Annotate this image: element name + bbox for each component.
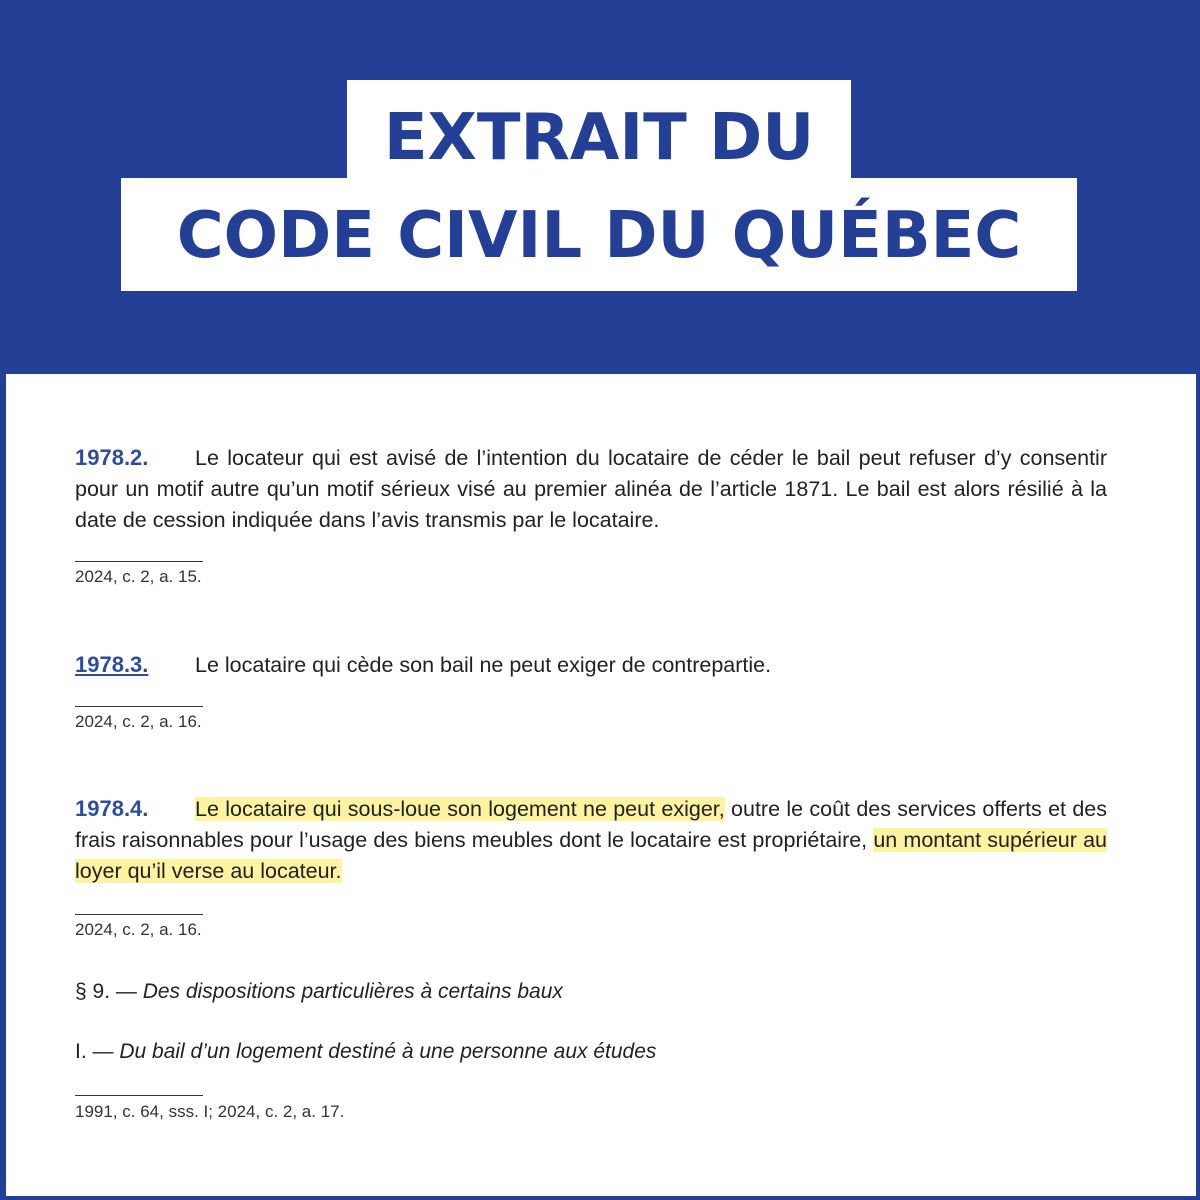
article-1978-4 — [75, 793, 1107, 887]
reference-divider — [75, 561, 203, 562]
article-text: Le locataire qui cède son bail ne peut exiger de contrepartie. — [195, 653, 772, 677]
reference-divider — [75, 706, 203, 707]
article-text: Le locateur qui est avisé de l’intention du locataire de céder le bail peut refuser d’y consentir pour un motif autre qu’un motif sérieux visé au premier alinéa de l’article 1871. Le bail est alors résilié à la date de cession indiquée dans l’avis transmis par le locataire. — [75, 446, 1107, 532]
title-line-2: CODE CIVIL DU QUÉBEC — [121, 178, 1077, 291]
article-reference: 2024, c. 2, a. 15. — [75, 567, 202, 586]
subsection-prefix: I. — — [75, 1040, 120, 1063]
article-text: outre le coût des services offerts et des frais raisonnables pour l’usage des biens meubles dont le locataire est propriétaire, — [75, 797, 1107, 852]
article-reference: 2024, c. 2, a. 16. — [75, 920, 202, 939]
subsection-title: Du bail d’un logement destiné à une personne aux études — [119, 1040, 657, 1063]
section-prefix: § 9. — — [75, 980, 143, 1003]
article-reference: 2024, c. 2, a. 16. — [75, 712, 202, 731]
subsection-reference: 1991, c. 64, sss. I; 2024, c. 2, a. 17. — [75, 1102, 345, 1121]
article-1978-3 — [75, 649, 1107, 681]
reference-divider — [75, 914, 203, 915]
title-line-1: EXTRAIT DU — [347, 80, 851, 190]
document-excerpt — [6, 374, 1196, 1196]
section-title: Des dispositions particulières à certains baux — [142, 980, 563, 1003]
highlighted-text: un montant supérieur au loyer qu’il verse au locateur. — [75, 828, 1107, 883]
article-1978-2 — [75, 442, 1107, 536]
subsection-heading — [75, 1040, 656, 1064]
article-number: 1978.2. — [75, 445, 149, 470]
highlighted-text: Le locataire qui sous-loue son logement ne peut exiger, — [195, 797, 725, 821]
article-number-link[interactable]: 1978.3. — [75, 652, 149, 677]
reference-divider — [75, 1095, 203, 1096]
article-number: 1978.4. — [75, 796, 149, 821]
section-heading — [75, 980, 563, 1004]
